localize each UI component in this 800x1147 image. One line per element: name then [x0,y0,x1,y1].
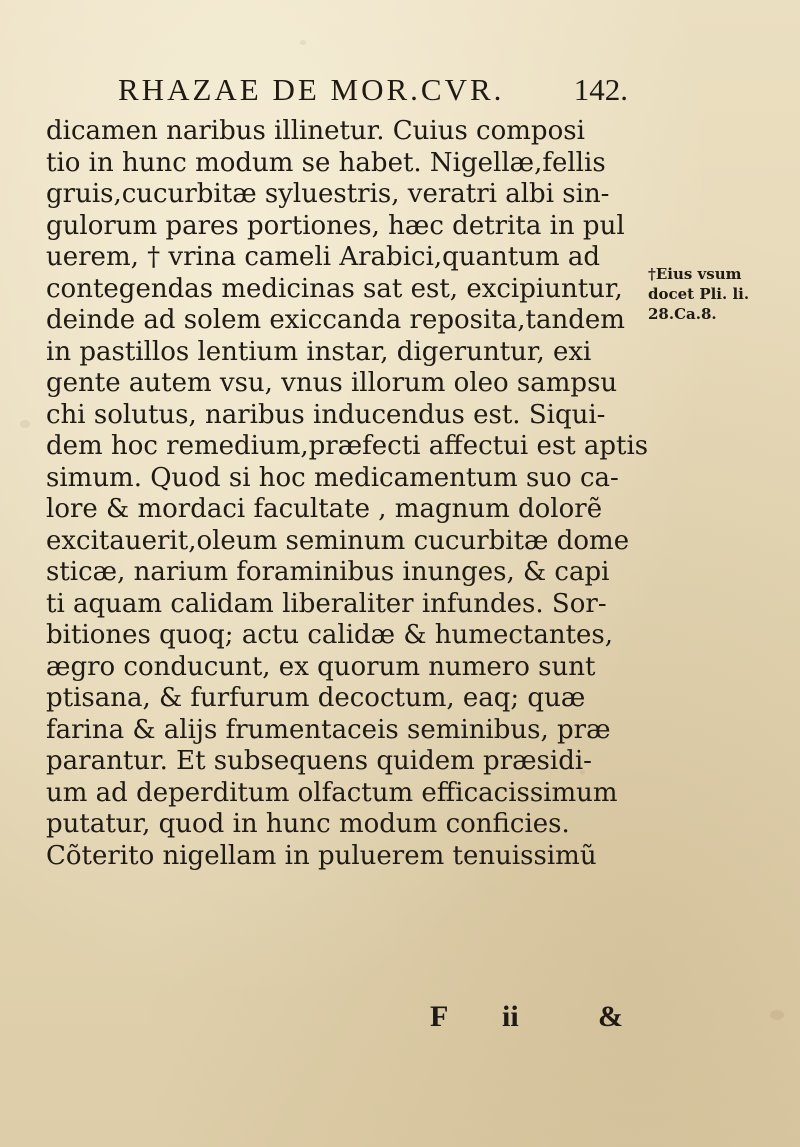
folio-number: 142. [573,72,628,107]
running-head [118,72,638,116]
signature-letter: F [430,1000,449,1033]
text-line: dicamen naribus illinetur. Cuius composi [46,116,585,146]
running-title: RHAZAE DE MOR.CVR. [118,72,505,107]
text-line: dem hoc remedium,præfecti affectui est aptis [46,431,649,461]
text-line: ægro conducunt, ex quorum numero sunt [46,651,596,682]
text-line: uerem, † vrina cameli Arabici,quantum ad [46,242,601,272]
text-line: gulorum pares portiones, hæc detrita in pul [46,210,625,241]
text-line: parantur. Et subsequens quidem præsidi- [46,746,592,776]
signature-line [430,1000,650,1040]
text-line: excitauerit,oleum seminum cucurbitæ dome [46,525,630,556]
text-line: simum. Quod si hoc medicamentum suo ca- [46,462,619,493]
text-line: bitiones quoq; actu calidæ & humectantes, [46,620,614,650]
body-text [46,116,656,872]
text-line: ti aquam calidam liberaliter infundes. Sor- [46,588,607,619]
text-line: gruis,cucurbitæ syluestris, veratri albi sin- [46,179,610,209]
signature-numeral: ii [502,1000,519,1033]
text-line: in pastillos lentium instar, digeruntur, exi [46,336,592,367]
text-line: gente autem vsu, vnus illorum oleo sampsu [46,368,618,398]
text-line: putatur, quod in hunc modum conficies. [46,809,570,839]
text-line: contegendas medicinas sat est, excipiuntur, [46,273,623,304]
marginal-note-line: docet Pli. li. [648,285,750,303]
text-line: farina & alijs frumentaceis seminibus, præ [46,714,611,745]
text-line: lore & mordaci facultate , magnum dolorẽ [46,494,603,524]
text-line: chi solutus, naribus inducendus est. Siqui- [46,399,606,430]
catchword: & [598,1000,623,1033]
text-line: deinde ad solem exiccanda reposita,tandem [46,305,625,335]
text-line: ptisana, & furfurum decoctum, eaq; quæ [46,683,586,713]
marginal-note-line: †Eius vsum [648,265,742,283]
marginal-note [648,264,788,324]
text-line: tio in hunc modum se habet. Nigellæ,fellis [46,147,606,178]
text-line: sticæ, narium foraminibus inunges, & capi [46,557,610,587]
marginal-note-line: 28.Ca.8. [648,305,717,323]
text-line: um ad deperditum olfactum efficacissimum [46,777,618,808]
text-line: Cõterito nigellam in puluerem tenuissimũ [46,840,597,871]
